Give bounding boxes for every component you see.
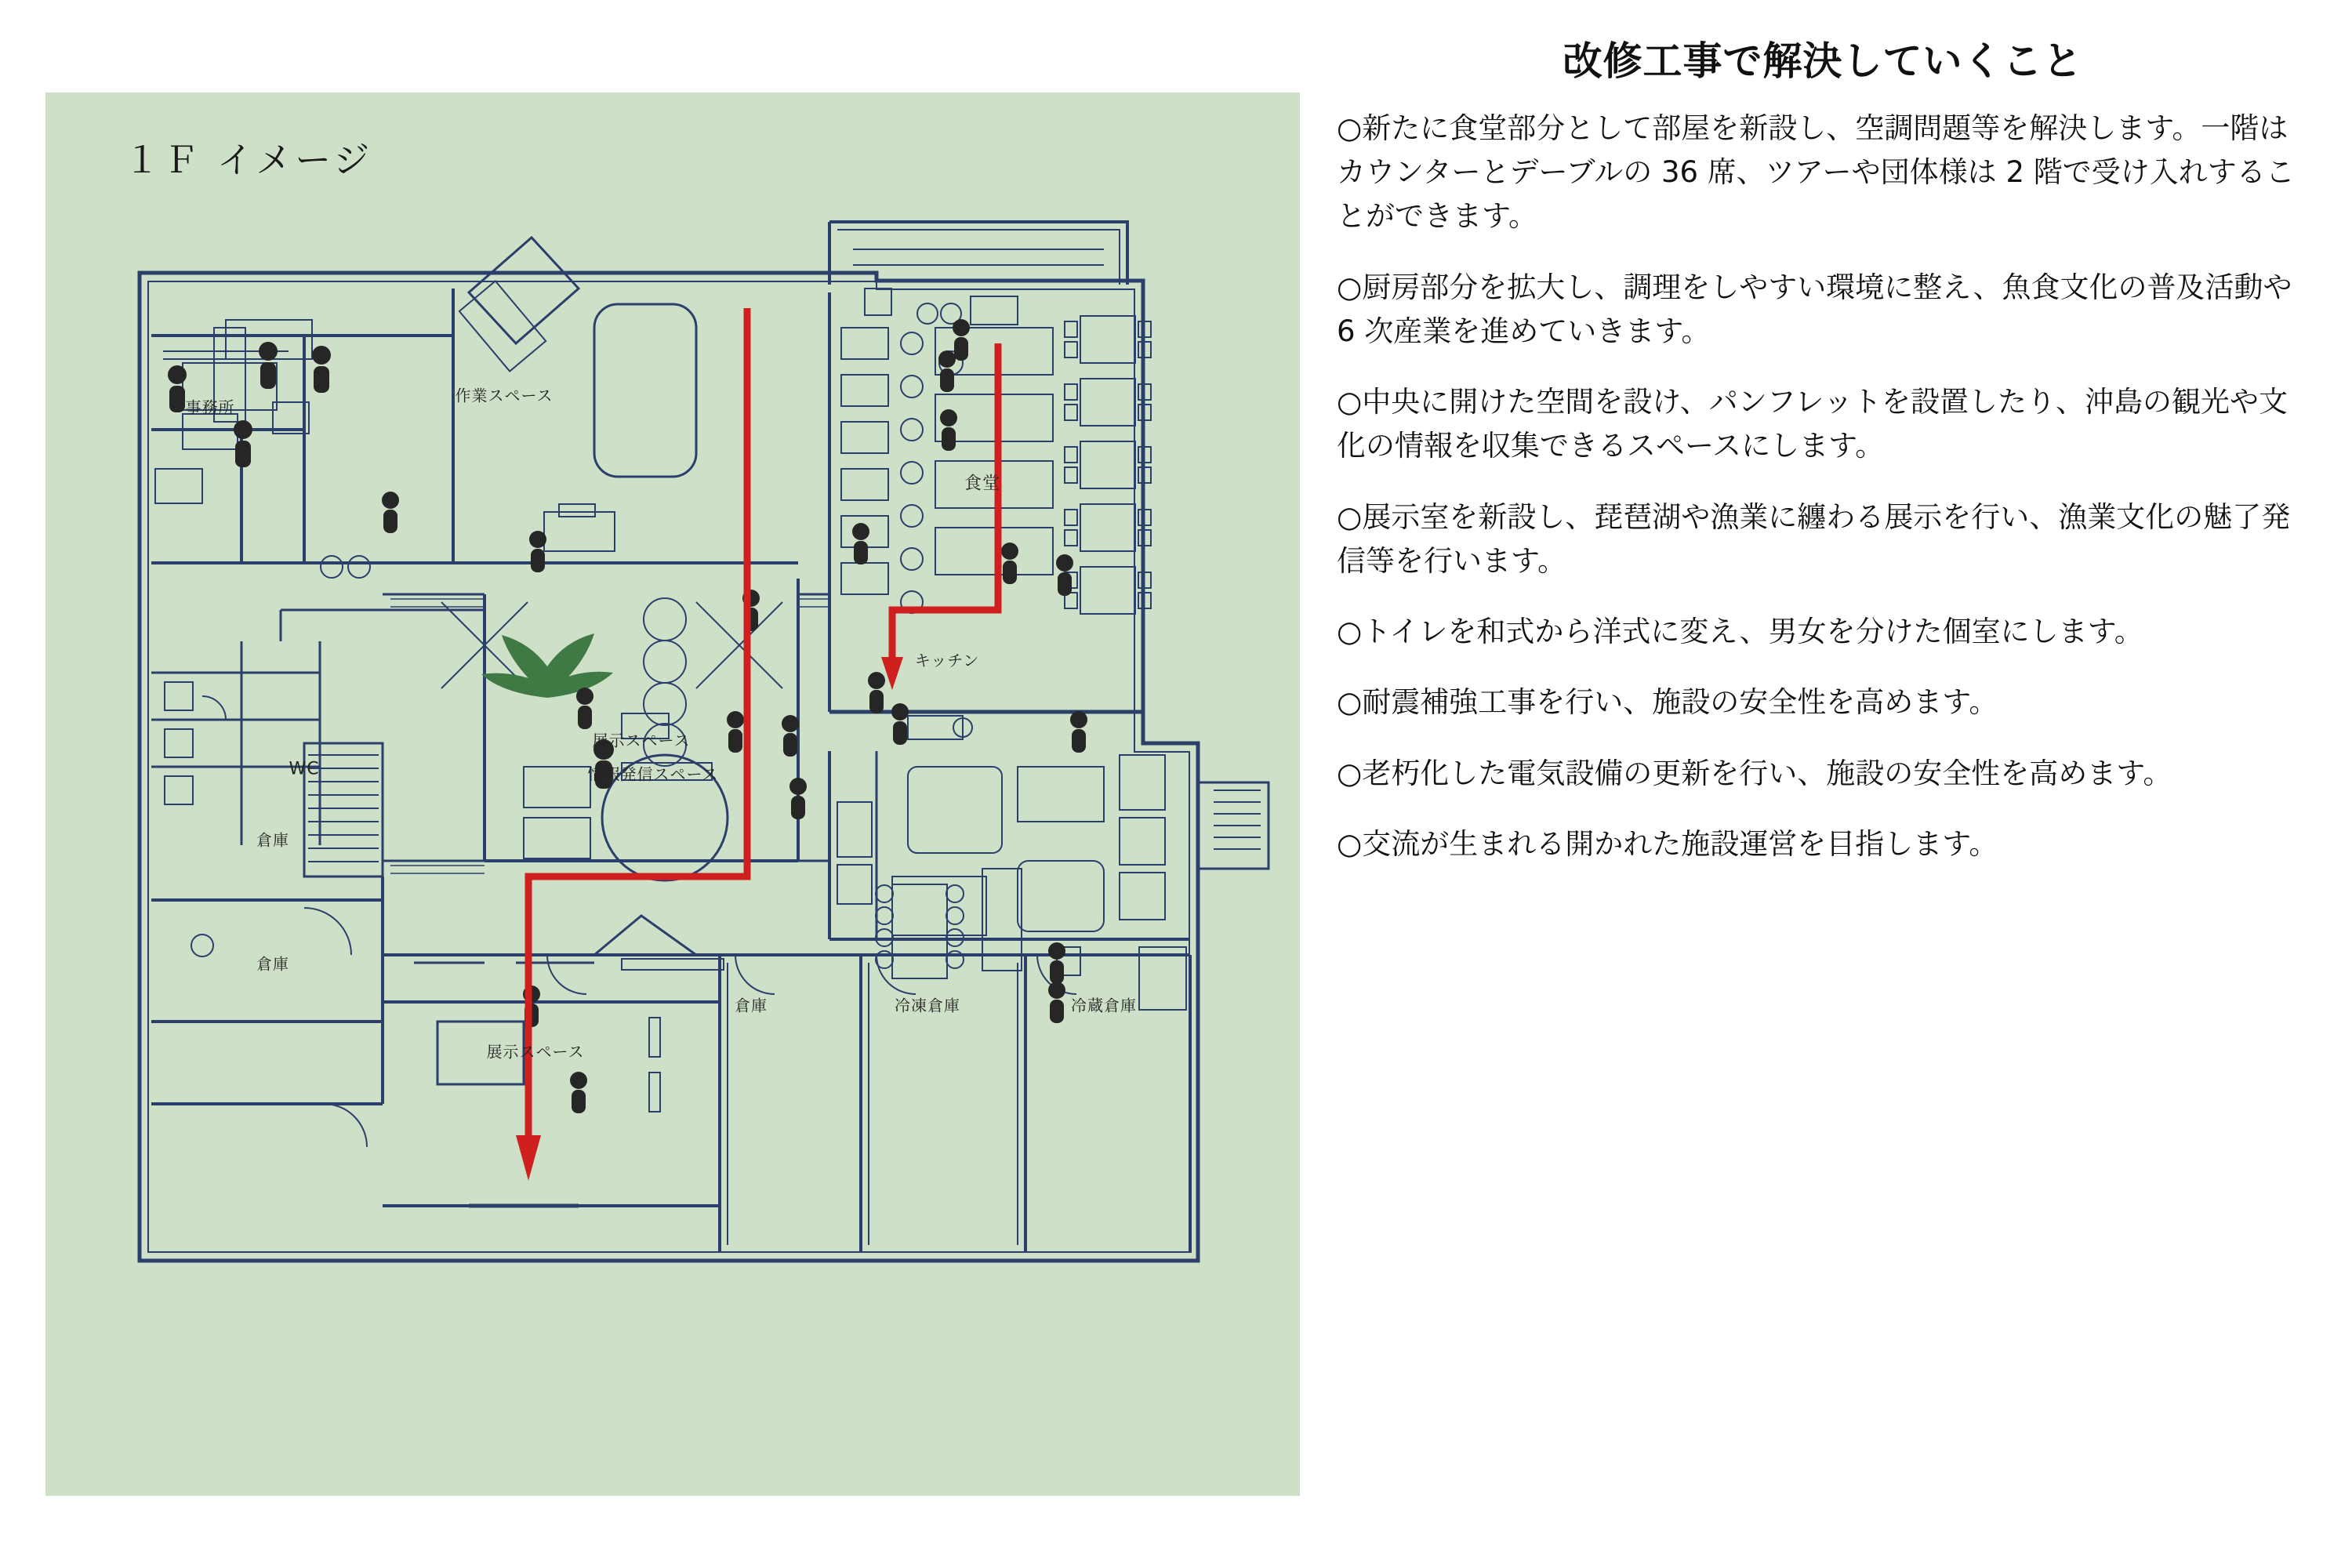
explanation-column	[1337, 16, 2309, 1552]
room-label-dining-hall: 食堂	[964, 474, 1001, 494]
plant-icon	[481, 633, 613, 698]
room-label-exhibition-space-2: 展示スペース	[486, 1042, 585, 1062]
bullet-new-dining-room: ○新たに食堂部分として部屋を新設し、空調問題等を解決します。一階はカウンターとデーブルの 36 席、ツアーや団体様は 2 階で受け入れすることができます。	[1337, 111, 2295, 234]
room-label-office: 事務所	[185, 397, 235, 417]
bullet-exhibition-room: ○展示室を新設し、琵琶湖や漁業に纏わる展示を行い、漁業文化の魅了発信等を行います。	[1337, 499, 2291, 578]
floor-plan-drawing	[45, 93, 1300, 1496]
page-title: 改修工事で解決していくこと	[1563, 38, 2083, 84]
bullet-kitchen-expansion: ○厨房部分を拡大し、調理をしやすい環境に整え、魚食文化の普及活動や 6 次産業を進めていきます。	[1337, 270, 2292, 348]
floor-plan-title: １Ｆ イメージ	[124, 139, 373, 181]
room-label-info-space: 情報発信スペース	[587, 764, 719, 784]
room-label-work-space: 作業スペース	[455, 386, 554, 405]
room-label-kitchen: キッチン	[914, 651, 980, 670]
room-label-chilled-warehouse: 冷蔵倉庫	[1071, 996, 1137, 1015]
bullet-open-operation: ○交流が生まれる開かれた施設運営を目指します。	[1337, 826, 1998, 861]
bullet-electrical-update: ○老朽化した電気設備の更新を行い、施設の安全性を高めます。	[1337, 756, 2172, 790]
bullet-toilet-renovation: ○トイレを和式から洋式に変え、男女を分けた個室にします。	[1337, 615, 2143, 649]
room-label-warehouse-1: 倉庫	[256, 830, 289, 850]
room-label-freezer-warehouse: 冷凍倉庫	[895, 996, 960, 1015]
room-label-warehouse-3: 倉庫	[735, 996, 768, 1015]
room-label-exhibition-space: 展示スペース	[592, 731, 691, 750]
floor-plan-panel	[45, 93, 1300, 1496]
bullet-central-open-space: ○中央に開けた空間を設け、パンフレットを設置したり、沖島の観光や文化の情報を収集できるスペースにします。	[1337, 385, 2288, 463]
bullet-seismic-retrofit: ○耐震補強工事を行い、施設の安全性を高めます。	[1337, 685, 1998, 720]
room-label-wc: WC	[289, 759, 320, 779]
room-label-warehouse-2: 倉庫	[256, 954, 289, 974]
